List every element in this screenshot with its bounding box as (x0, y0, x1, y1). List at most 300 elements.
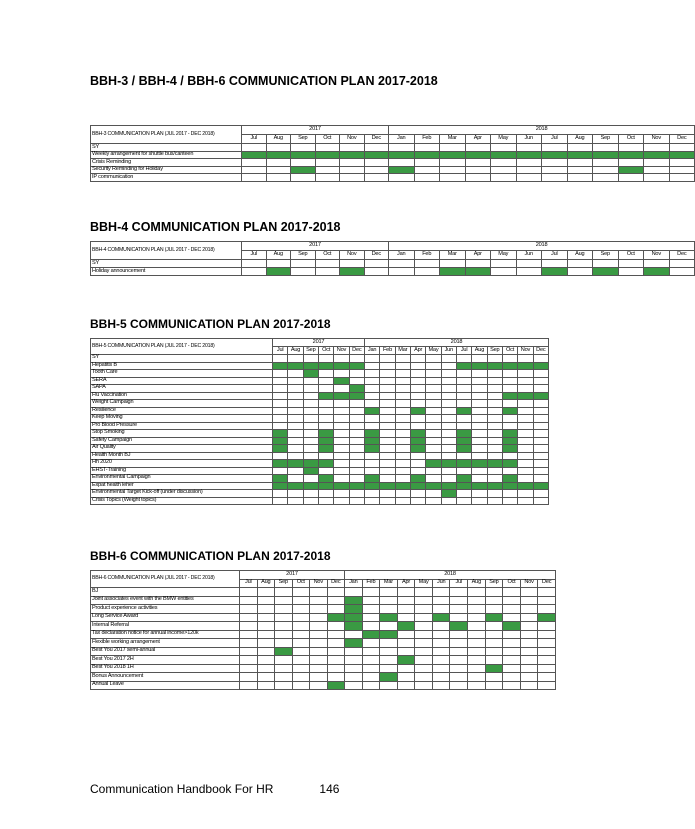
empty-cell (380, 588, 398, 597)
empty-cell (288, 445, 303, 453)
empty-cell (327, 596, 345, 605)
empty-cell (533, 430, 548, 438)
empty-cell (441, 452, 456, 460)
scheduled-cell (273, 482, 288, 490)
empty-cell (380, 647, 398, 656)
scheduled-cell (303, 362, 318, 370)
month-header: Oct (618, 135, 644, 144)
empty-cell (468, 605, 486, 614)
scheduled-cell (465, 151, 491, 159)
empty-cell (669, 166, 695, 174)
empty-cell (257, 664, 275, 673)
empty-cell (487, 370, 502, 378)
empty-cell (240, 630, 258, 639)
empty-cell (327, 605, 345, 614)
month-header: Oct (315, 251, 340, 260)
empty-cell (441, 362, 456, 370)
empty-cell (426, 415, 441, 423)
empty-cell (644, 166, 670, 174)
table-row (91, 445, 549, 453)
empty-cell (456, 370, 471, 378)
empty-cell (318, 407, 333, 415)
empty-cell (491, 166, 517, 174)
empty-cell (426, 497, 441, 505)
empty-cell (468, 613, 486, 622)
row-label: SY (91, 260, 242, 268)
scheduled-cell (450, 622, 468, 631)
table-row (91, 159, 695, 167)
empty-cell (318, 497, 333, 505)
empty-cell (292, 630, 310, 639)
empty-cell (334, 445, 349, 453)
empty-cell (362, 596, 380, 605)
empty-cell (567, 159, 593, 167)
empty-cell (520, 673, 538, 682)
month-header: Oct (315, 135, 340, 144)
empty-cell (273, 490, 288, 498)
empty-cell (516, 260, 542, 268)
empty-cell (472, 430, 487, 438)
empty-cell (288, 407, 303, 415)
empty-cell (503, 596, 521, 605)
empty-cell (315, 159, 340, 167)
empty-cell (518, 497, 533, 505)
empty-cell (538, 605, 556, 614)
row-label: Environmental Campaign (91, 475, 273, 483)
empty-cell (380, 415, 395, 423)
empty-cell (502, 497, 517, 505)
empty-cell (288, 497, 303, 505)
month-header: Aug (468, 579, 486, 588)
scheduled-cell (318, 460, 333, 468)
scheduled-cell (485, 664, 503, 673)
month-header: Aug (266, 135, 291, 144)
scheduled-cell (364, 430, 379, 438)
scheduled-cell (441, 460, 456, 468)
scheduled-cell (456, 362, 471, 370)
empty-cell (364, 355, 379, 363)
empty-cell (410, 355, 425, 363)
empty-cell (542, 166, 568, 174)
scheduled-cell (440, 268, 466, 276)
empty-cell (487, 377, 502, 385)
scheduled-cell (414, 151, 440, 159)
plan-header-label: BBH-6 COMMUNICATION PLAN (JUL 2017 - DEC 2018) (91, 571, 240, 588)
empty-cell (397, 647, 415, 656)
empty-cell (618, 144, 644, 152)
empty-cell (364, 452, 379, 460)
empty-cell (315, 268, 340, 276)
table-row (91, 664, 556, 673)
empty-cell (288, 422, 303, 430)
row-label: Hepatitis B (91, 362, 273, 370)
scheduled-cell (345, 613, 363, 622)
empty-cell (485, 647, 503, 656)
empty-cell (485, 656, 503, 665)
month-header: Jul (242, 135, 267, 144)
empty-cell (395, 490, 410, 498)
month-header: Apr (465, 135, 491, 144)
empty-cell (327, 630, 345, 639)
empty-cell (487, 490, 502, 498)
empty-cell (472, 415, 487, 423)
empty-cell (349, 415, 364, 423)
empty-cell (349, 445, 364, 453)
row-label: Environmental Target Kick-off (under discussion) (91, 490, 273, 498)
scheduled-cell (567, 151, 593, 159)
empty-cell (426, 467, 441, 475)
empty-cell (538, 681, 556, 690)
month-header: Jan (389, 135, 415, 144)
empty-cell (340, 174, 365, 182)
empty-cell (415, 588, 433, 597)
empty-cell (395, 467, 410, 475)
empty-cell (395, 497, 410, 505)
empty-cell (292, 622, 310, 631)
scheduled-cell (502, 460, 517, 468)
empty-cell (538, 622, 556, 631)
scheduled-cell (318, 430, 333, 438)
empty-cell (468, 596, 486, 605)
scheduled-cell (518, 392, 533, 400)
empty-cell (468, 639, 486, 648)
empty-cell (349, 490, 364, 498)
empty-cell (291, 174, 316, 182)
empty-cell (345, 681, 363, 690)
scheduled-cell (487, 362, 502, 370)
row-label: SERA (91, 377, 273, 385)
empty-cell (380, 656, 398, 665)
empty-cell (303, 452, 318, 460)
month-header: Aug (472, 347, 487, 355)
empty-cell (472, 475, 487, 483)
row-label: Air Quality (91, 445, 273, 453)
empty-cell (456, 490, 471, 498)
empty-cell (415, 605, 433, 614)
empty-cell (502, 490, 517, 498)
empty-cell (503, 613, 521, 622)
empty-cell (520, 613, 538, 622)
empty-cell (273, 385, 288, 393)
empty-cell (440, 166, 466, 174)
empty-cell (380, 437, 395, 445)
empty-cell (334, 415, 349, 423)
month-header: Jun (432, 579, 450, 588)
empty-cell (364, 377, 379, 385)
scheduled-cell (472, 482, 487, 490)
empty-cell (275, 588, 293, 597)
plan-header-label: BBH-5 COMMUNICATION PLAN (JUL 2017 - DEC 2018) (91, 339, 273, 355)
empty-cell (491, 268, 517, 276)
empty-cell (502, 377, 517, 385)
plan-header-label: BBH-4 COMMUNICATION PLAN (JUL 2017 - DEC 2018) (91, 242, 242, 260)
empty-cell (275, 622, 293, 631)
scheduled-cell (291, 151, 316, 159)
empty-cell (397, 596, 415, 605)
empty-cell (487, 422, 502, 430)
empty-cell (567, 268, 593, 276)
scheduled-cell (618, 151, 644, 159)
empty-cell (450, 664, 468, 673)
empty-cell (644, 174, 670, 182)
row-label: Long Service Award (91, 613, 240, 622)
row-label: Weight Campaign (91, 400, 273, 408)
empty-cell (520, 647, 538, 656)
empty-cell (503, 656, 521, 665)
empty-cell (310, 681, 328, 690)
scheduled-cell (273, 437, 288, 445)
empty-cell (520, 622, 538, 631)
empty-cell (364, 144, 389, 152)
empty-cell (334, 497, 349, 505)
scheduled-cell (340, 151, 365, 159)
empty-cell (426, 437, 441, 445)
month-header: Aug (288, 347, 303, 355)
empty-cell (292, 664, 310, 673)
empty-cell (334, 460, 349, 468)
empty-cell (310, 656, 328, 665)
table-row (91, 437, 549, 445)
empty-cell (426, 475, 441, 483)
empty-cell (410, 385, 425, 393)
month-header: Nov (644, 251, 670, 260)
row-label: Best You 2018 1H (91, 664, 240, 673)
empty-cell (450, 639, 468, 648)
scheduled-cell (432, 613, 450, 622)
empty-cell (257, 588, 275, 597)
scheduled-cell (318, 475, 333, 483)
empty-cell (414, 268, 440, 276)
empty-cell (395, 362, 410, 370)
footer-text: Communication Handbook For HR (90, 782, 274, 796)
month-header: Sep (303, 347, 318, 355)
table-row (91, 370, 549, 378)
scheduled-cell (669, 151, 695, 159)
page-footer (90, 782, 339, 796)
empty-cell (533, 490, 548, 498)
scheduled-cell (644, 268, 670, 276)
empty-cell (303, 437, 318, 445)
empty-cell (491, 144, 517, 152)
month-header: Nov (310, 579, 328, 588)
month-header: Aug (567, 135, 593, 144)
scheduled-cell (362, 630, 380, 639)
table-row (91, 407, 549, 415)
empty-cell (395, 385, 410, 393)
empty-cell (380, 355, 395, 363)
empty-cell (441, 430, 456, 438)
row-label: Tax declaration notice for annual income>120k (91, 630, 240, 639)
empty-cell (240, 622, 258, 631)
empty-cell (349, 475, 364, 483)
empty-cell (380, 452, 395, 460)
empty-cell (487, 430, 502, 438)
table-row (91, 639, 556, 648)
empty-cell (345, 664, 363, 673)
month-header: Nov (340, 251, 365, 260)
empty-cell (456, 467, 471, 475)
section-title: BBH-4 COMMUNICATION PLAN 2017-2018 (90, 220, 341, 234)
empty-cell (318, 422, 333, 430)
empty-cell (567, 166, 593, 174)
month-header: Mar (440, 251, 466, 260)
empty-cell (533, 467, 548, 475)
empty-cell (397, 639, 415, 648)
empty-cell (364, 460, 379, 468)
empty-cell (503, 647, 521, 656)
year-header: 2017 (240, 571, 345, 580)
empty-cell (334, 422, 349, 430)
empty-cell (415, 664, 433, 673)
scheduled-cell (303, 467, 318, 475)
empty-cell (364, 166, 389, 174)
empty-cell (644, 144, 670, 152)
empty-cell (426, 422, 441, 430)
empty-cell (257, 647, 275, 656)
empty-cell (303, 497, 318, 505)
empty-cell (520, 596, 538, 605)
empty-cell (334, 355, 349, 363)
empty-cell (288, 415, 303, 423)
empty-cell (518, 467, 533, 475)
empty-cell (364, 422, 379, 430)
year-header: 2018 (389, 126, 695, 135)
month-header: Nov (520, 579, 538, 588)
row-label: EHST-Training (91, 467, 273, 475)
empty-cell (291, 260, 316, 268)
empty-cell (503, 639, 521, 648)
empty-cell (364, 370, 379, 378)
scheduled-cell (538, 613, 556, 622)
empty-cell (257, 639, 275, 648)
empty-cell (432, 681, 450, 690)
table-row (91, 415, 549, 423)
empty-cell (362, 639, 380, 648)
scheduled-cell (426, 482, 441, 490)
empty-cell (533, 460, 548, 468)
empty-cell (334, 437, 349, 445)
scheduled-cell (334, 482, 349, 490)
section-title: BBH-3 / BBH-4 / BBH-6 COMMUNICATION PLAN 2017-2018 (90, 74, 438, 88)
empty-cell (410, 460, 425, 468)
empty-cell (502, 370, 517, 378)
empty-cell (273, 422, 288, 430)
empty-cell (432, 639, 450, 648)
scheduled-cell (345, 605, 363, 614)
empty-cell (397, 664, 415, 673)
empty-cell (397, 681, 415, 690)
empty-cell (318, 385, 333, 393)
empty-cell (380, 370, 395, 378)
empty-cell (415, 656, 433, 665)
year-header: 2017 (273, 339, 365, 347)
empty-cell (414, 144, 440, 152)
empty-cell (503, 664, 521, 673)
empty-cell (273, 377, 288, 385)
empty-cell (380, 400, 395, 408)
empty-cell (288, 392, 303, 400)
empty-cell (364, 260, 389, 268)
empty-cell (426, 445, 441, 453)
empty-cell (380, 596, 398, 605)
empty-cell (518, 415, 533, 423)
year-header: 2018 (364, 339, 548, 347)
table-row (91, 647, 556, 656)
scheduled-cell (502, 445, 517, 453)
scheduled-cell (410, 407, 425, 415)
scheduled-cell (340, 268, 365, 276)
empty-cell (468, 673, 486, 682)
empty-cell (516, 159, 542, 167)
empty-cell (542, 144, 568, 152)
empty-cell (410, 415, 425, 423)
empty-cell (426, 490, 441, 498)
row-label: Bonus Announcement (91, 673, 240, 682)
empty-cell (520, 639, 538, 648)
scheduled-cell (273, 430, 288, 438)
month-header: Jul (242, 251, 267, 260)
scheduled-cell (349, 385, 364, 393)
empty-cell (520, 588, 538, 597)
empty-cell (456, 355, 471, 363)
empty-cell (533, 370, 548, 378)
empty-cell (472, 422, 487, 430)
scheduled-cell (410, 430, 425, 438)
scheduled-cell (533, 362, 548, 370)
month-header: Sep (485, 579, 503, 588)
empty-cell (364, 497, 379, 505)
month-header: Mar (440, 135, 466, 144)
empty-cell (669, 174, 695, 182)
empty-cell (468, 622, 486, 631)
table-row (91, 460, 549, 468)
empty-cell (292, 588, 310, 597)
empty-cell (410, 497, 425, 505)
empty-cell (349, 377, 364, 385)
empty-cell (345, 647, 363, 656)
table-row (91, 467, 549, 475)
month-header: Dec (349, 347, 364, 355)
empty-cell (257, 673, 275, 682)
month-header: Jul (240, 579, 258, 588)
month-header: May (491, 135, 517, 144)
month-header: Feb (380, 347, 395, 355)
empty-cell (432, 673, 450, 682)
scheduled-cell (518, 362, 533, 370)
empty-cell (485, 673, 503, 682)
empty-cell (291, 159, 316, 167)
empty-cell (518, 430, 533, 438)
empty-cell (472, 385, 487, 393)
empty-cell (472, 392, 487, 400)
empty-cell (288, 370, 303, 378)
row-label: SY (91, 355, 273, 363)
empty-cell (362, 673, 380, 682)
empty-cell (380, 467, 395, 475)
empty-cell (518, 385, 533, 393)
table-row (91, 430, 549, 438)
empty-cell (533, 407, 548, 415)
empty-cell (426, 385, 441, 393)
empty-cell (273, 370, 288, 378)
empty-cell (533, 475, 548, 483)
empty-cell (288, 490, 303, 498)
scheduled-cell (345, 596, 363, 605)
scheduled-cell (456, 482, 471, 490)
empty-cell (275, 613, 293, 622)
empty-cell (618, 174, 644, 182)
scheduled-cell (410, 482, 425, 490)
